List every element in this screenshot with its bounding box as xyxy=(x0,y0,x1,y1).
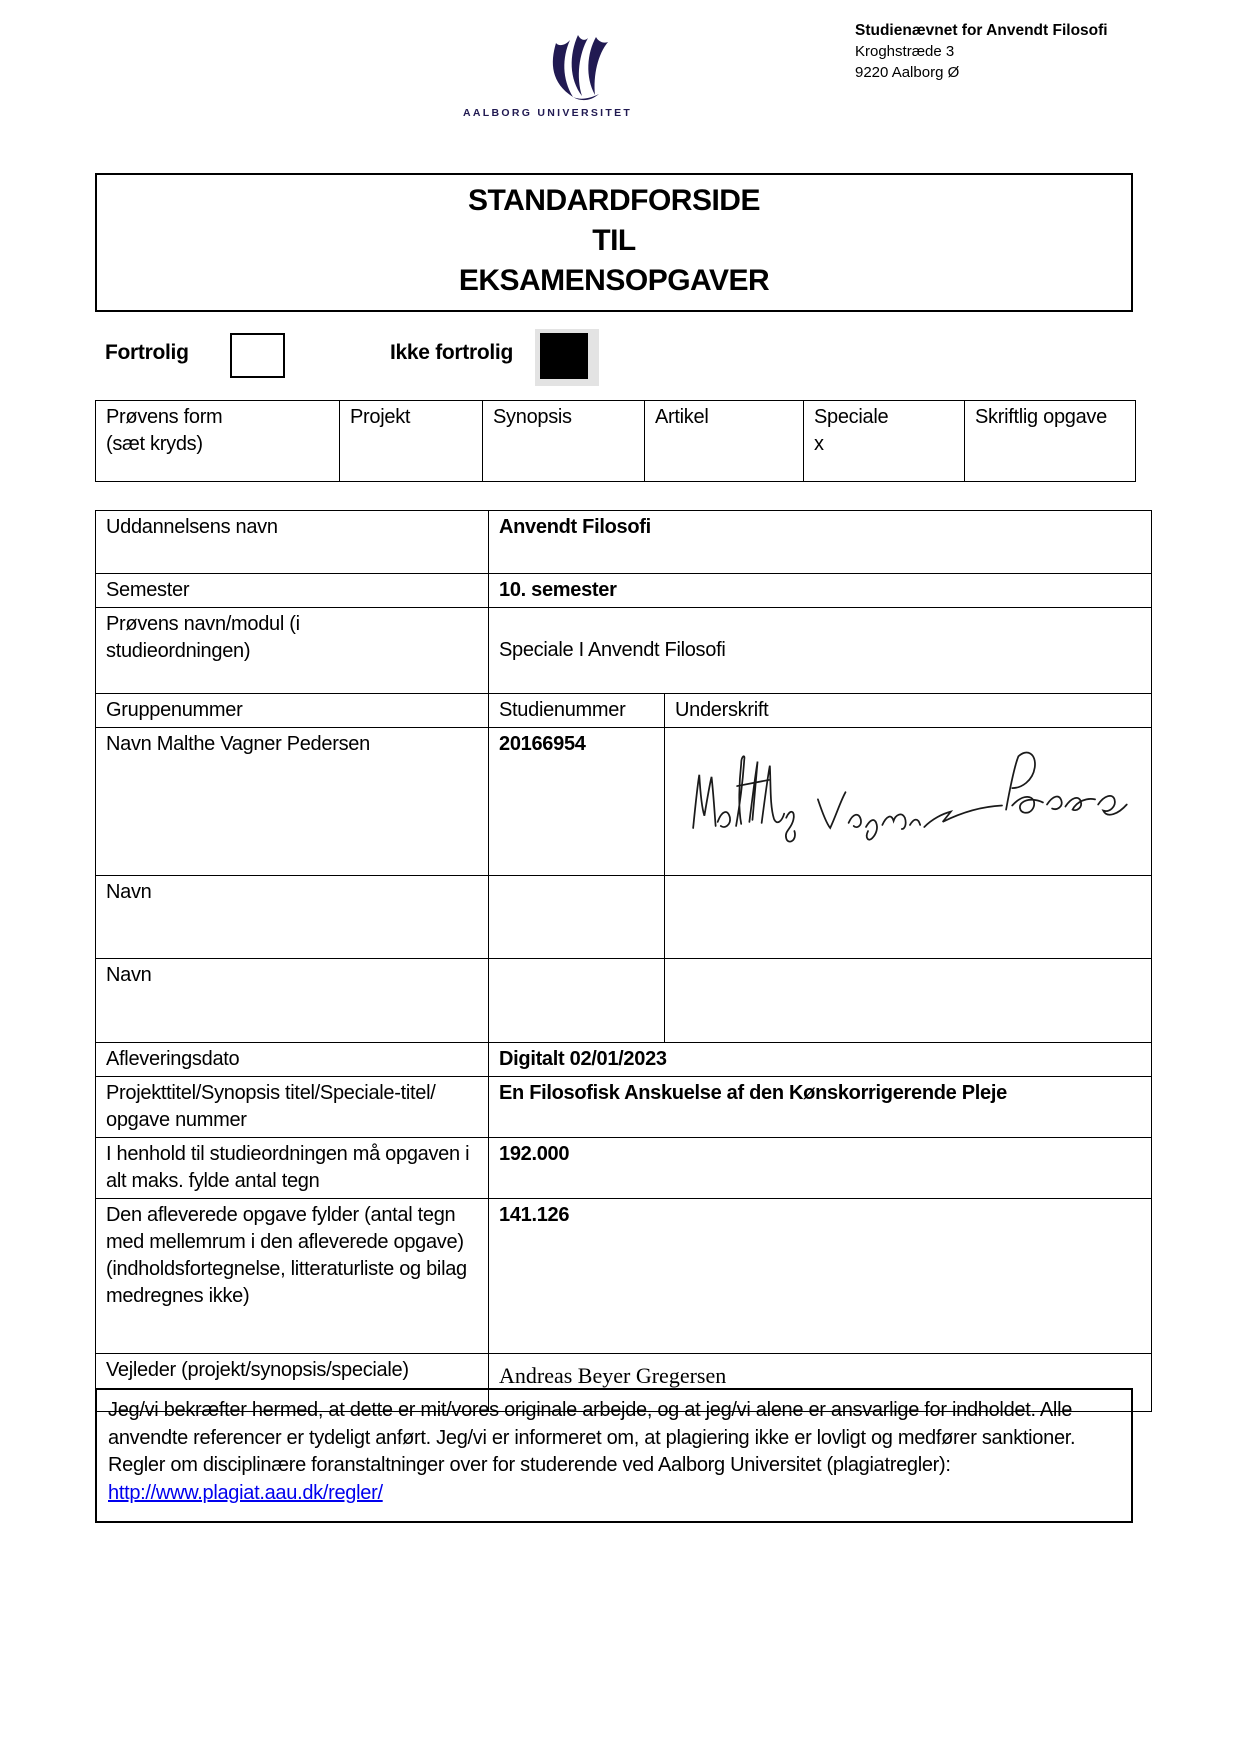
option-label: Skriftlig opgave xyxy=(975,406,1107,428)
value-cell: En Filosofisk Anskuelse af den Kønskorrigerende Pleje xyxy=(489,1077,1152,1138)
label-cell: Den afleverede opgave fylder (antal tegn med mellemrum i den afleverede opgave) (indholdsfortegnelse, litteraturliste og bilag medregnes ikke) xyxy=(96,1199,489,1354)
org-address-line1: Kroghstræde 3 xyxy=(855,43,955,60)
org-name: Studienævnet for Anvendt Filosofi xyxy=(855,22,1108,39)
table-row xyxy=(96,1138,1152,1199)
signature-image xyxy=(687,746,1137,864)
label-cell: Vejleder (projekt/synopsis/speciale) xyxy=(96,1354,489,1412)
plagiarism-rules-link[interactable]: http://www.plagiat.aau.dk/regler/ xyxy=(108,1481,383,1504)
exam-option-skriftlig-opgave[interactable] xyxy=(965,401,1136,482)
value-cell: Digitalt 02/01/2023 xyxy=(489,1043,1152,1077)
exam-option-projekt[interactable] xyxy=(340,401,483,482)
ikke-fortrolig-checkbox[interactable] xyxy=(535,329,599,386)
signature-header-row xyxy=(96,694,1152,728)
name-cell: Navn Malthe Vagner Pedersen xyxy=(96,728,489,876)
university-logo xyxy=(463,33,633,119)
signature-row xyxy=(96,728,1152,876)
student-number-cell: 20166954 xyxy=(489,728,665,876)
aau-wordmark: AALBORG UNIVERSITET xyxy=(463,107,633,119)
fortrolig-checkbox[interactable] xyxy=(230,333,285,378)
checkbox-filled-mark xyxy=(540,333,588,379)
details-table xyxy=(95,510,1152,1412)
exam-form-header-cell xyxy=(96,401,340,482)
student-number-cell xyxy=(489,876,665,959)
table-row xyxy=(96,608,1152,694)
name-cell: Navn xyxy=(96,959,489,1043)
ikke-fortrolig-label: Ikke fortrolig xyxy=(390,341,513,364)
table-row xyxy=(96,574,1152,608)
signature-row xyxy=(96,959,1152,1043)
title-box xyxy=(95,173,1133,312)
value-cell: 192.000 xyxy=(489,1138,1152,1199)
signature-cell xyxy=(665,728,1152,876)
label-cell: Semester xyxy=(96,574,489,608)
option-label: Projekt xyxy=(350,406,411,428)
student-number-header: Studienummer xyxy=(489,694,665,728)
aau-swirl-icon xyxy=(543,33,615,103)
exam-option-speciale[interactable] xyxy=(804,401,965,482)
value-cell: 10. semester xyxy=(489,574,1152,608)
exam-option-artikel[interactable] xyxy=(645,401,804,482)
value-cell: Speciale I Anvendt Filosofi xyxy=(489,608,1152,694)
signature-cell xyxy=(665,959,1152,1043)
label-cell: Projekttitel/Synopsis titel/Speciale-titel/ opgave nummer xyxy=(96,1077,489,1138)
option-label: Speciale xyxy=(814,406,889,428)
label-cell: I henhold til studieordningen må opgaven i alt maks. fylde antal tegn xyxy=(96,1138,489,1199)
value-cell: Andreas Beyer Gregersen xyxy=(489,1354,1152,1412)
value-cell: Anvendt Filosofi xyxy=(489,511,1152,574)
option-mark-x: x xyxy=(814,433,824,455)
exam-form-sublabel: (sæt kryds) xyxy=(106,433,203,455)
exam-form-label: Prøvens form xyxy=(106,406,223,428)
option-label: Synopsis xyxy=(493,406,572,428)
table-row xyxy=(96,1199,1152,1354)
exam-option-synopsis[interactable] xyxy=(483,401,645,482)
title-line-1: STANDARDFORSIDE xyxy=(468,184,760,217)
option-label: Artikel xyxy=(655,406,709,428)
label-cell: Uddannelsens navn xyxy=(96,511,489,574)
declaration-box xyxy=(95,1388,1133,1523)
signature-row xyxy=(96,876,1152,959)
signature-cell xyxy=(665,876,1152,959)
group-number-header: Gruppenummer xyxy=(96,694,489,728)
title-line-3: EKSAMENSOPGAVER xyxy=(458,264,770,297)
declaration-text: Jeg/vi bekræfter hermed, at dette er mit/vores originale arbejde, og at jeg/vi alene er ansvarlige for indholdet. Alle anvendte referencer er tydeligt anført. Jeg/vi er informeret om, at plagiering ikke er lovligt og medfører sanktioner. Regler om disciplinære foranstaltninger over for studerende ved Aalborg Universitet (plagiatregler): xyxy=(108,1399,1076,1476)
title-line-2: TIL xyxy=(592,224,636,257)
table-row xyxy=(96,511,1152,574)
exam-form-table xyxy=(95,400,1136,482)
signature-header: Underskrift xyxy=(665,694,1152,728)
label-cell: Afleveringsdato xyxy=(96,1043,489,1077)
name-cell: Navn xyxy=(96,876,489,959)
fortrolig-label: Fortrolig xyxy=(105,341,189,364)
student-number-cell xyxy=(489,959,665,1043)
value-cell: 141.126 xyxy=(489,1199,1152,1354)
table-row xyxy=(96,1077,1152,1138)
org-address-line2: 9220 Aalborg Ø xyxy=(855,64,960,81)
table-row xyxy=(96,1043,1152,1077)
org-address-block xyxy=(855,20,1108,83)
label-cell: Prøvens navn/modul (i studieordningen) xyxy=(96,608,489,694)
